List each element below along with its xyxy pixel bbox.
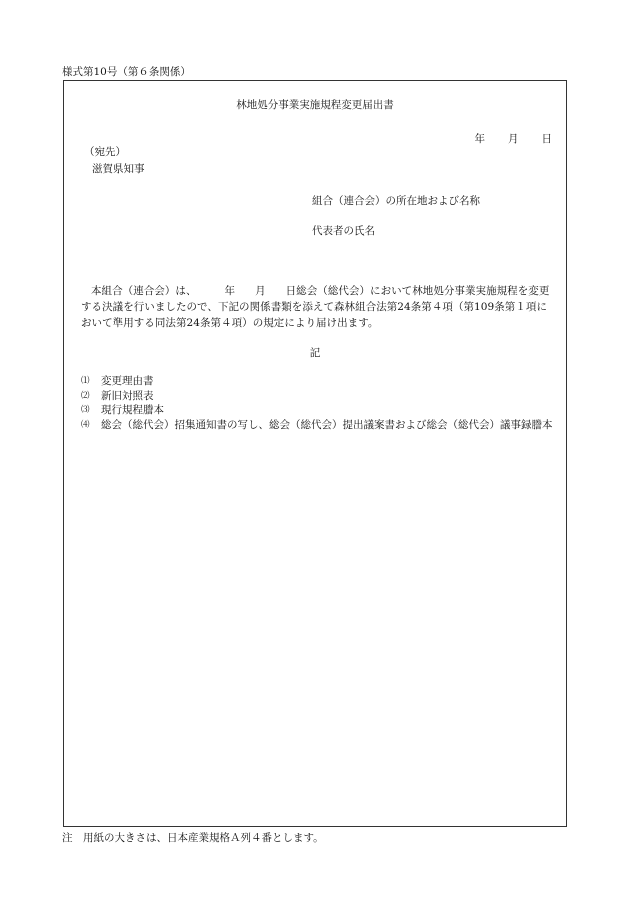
organization-label: 組合（連合会）の所在地および名称 — [312, 195, 480, 207]
item-text: 総会（総代会）招集通知書の写し、総会（総代会）提出議案書および総会（総代会）議事録謄本 — [101, 418, 553, 431]
document-title: 林地処分事業実施規程変更届出書 — [236, 99, 394, 111]
item-text: 変更理由書 — [101, 375, 154, 387]
item-text: 新旧対照表 — [101, 389, 154, 402]
list-item — [81, 403, 553, 418]
item-number: ⑶ — [81, 405, 90, 415]
date-year-label: 年 — [474, 133, 485, 145]
form-frame — [63, 80, 567, 827]
list-item — [81, 389, 553, 404]
list-item — [81, 374, 553, 389]
body-paragraph — [81, 283, 551, 331]
submission-date — [475, 131, 553, 146]
addressee-label: （宛先） — [84, 146, 126, 158]
attachment-list — [81, 374, 553, 432]
item-number: ⑵ — [81, 390, 90, 401]
item-number: ⑴ — [81, 376, 90, 386]
date-month-label: 月 — [508, 133, 519, 145]
body-part2: 日総会（総代会）において林地処分事業実施規程を変更する決議を行いましたので、下記の関係書類を添えて森林組合法第24条第４項（第109条第１項において準用する同法第24条第４項）の規定により届け出ます。 — [81, 285, 550, 329]
item-text: 現行規程謄本 — [101, 404, 164, 416]
form-number: 様式第10号（第６条関係） — [62, 66, 191, 78]
ki-heading: 記 — [309, 347, 321, 359]
body-part1: 本組合（連合会）は、 — [91, 285, 197, 297]
representative-label: 代表者の氏名 — [312, 225, 375, 237]
date-day-label: 日 — [541, 133, 552, 145]
body-month: 月 — [255, 285, 266, 297]
body-year: 年 — [224, 285, 236, 297]
paper-size-note: 注 用紙の大きさは、日本産業規格Ａ列４番とします。 — [62, 832, 324, 844]
list-item — [81, 418, 553, 433]
addressee-name: 滋賀県知事 — [92, 163, 145, 175]
item-number: ⑷ — [81, 419, 90, 430]
